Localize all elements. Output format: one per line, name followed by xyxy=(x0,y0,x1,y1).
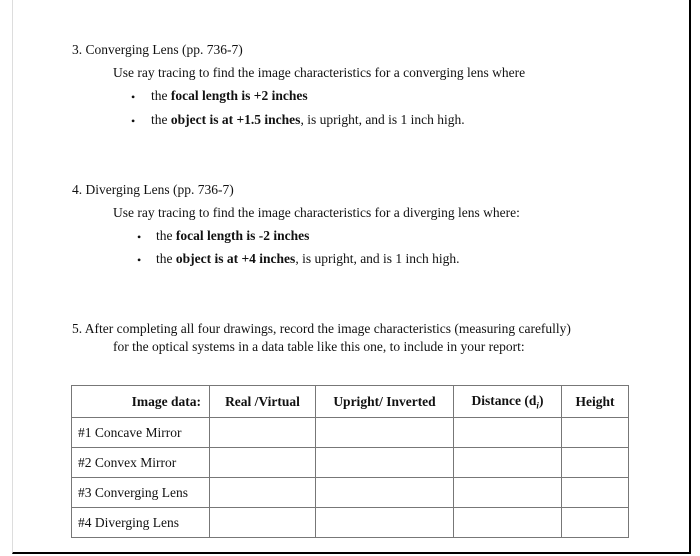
cell-height xyxy=(562,508,629,538)
cell-height xyxy=(562,448,629,478)
header-upright-inverted: Upright/ Inverted xyxy=(316,386,454,418)
table-row xyxy=(72,448,629,478)
header-real-virtual: Real /Virtual xyxy=(210,386,316,418)
table-header-row xyxy=(72,386,629,418)
q4-heading: 4. Diverging Lens (pp. 736-7) xyxy=(72,182,234,197)
cell-upright-inverted xyxy=(316,448,454,478)
q4-bullet-focal: the focal length is -2 inches xyxy=(156,228,310,243)
row-label: #3 Converging Lens xyxy=(72,478,210,508)
table-row xyxy=(72,508,629,538)
cell-upright-inverted xyxy=(316,508,454,538)
header-image-data: Image data: xyxy=(72,386,210,418)
bullet-icon: • xyxy=(131,114,136,128)
cell-distance xyxy=(454,448,562,478)
row-label: #2 Convex Mirror xyxy=(72,448,210,478)
cell-height xyxy=(562,478,629,508)
cell-upright-inverted xyxy=(316,478,454,508)
cell-real-virtual xyxy=(210,508,316,538)
q4-bullet-object: the object is at +4 inches, is upright, and is 1 inch high. xyxy=(156,251,460,266)
q5-line1: 5. After completing all four drawings, record the image characteristics (measuring carefully) xyxy=(72,321,571,336)
header-distance: Distance $(d_i)$ xyxy=(454,386,562,418)
q3-heading: 3. Converging Lens (pp. 736-7) xyxy=(72,42,243,57)
cell-distance xyxy=(454,418,562,448)
table-row xyxy=(72,418,629,448)
image-data-table xyxy=(71,385,629,538)
cell-distance xyxy=(454,508,562,538)
row-label: #1 Concave Mirror xyxy=(72,418,210,448)
header-height: Height xyxy=(562,386,629,418)
bullet-icon: • xyxy=(131,90,136,104)
q3-intro: Use ray tracing to find the image characteristics for a converging lens where xyxy=(113,65,526,80)
cell-real-virtual xyxy=(210,478,316,508)
bullet-icon: • xyxy=(137,230,142,244)
row-label: #4 Diverging Lens xyxy=(72,508,210,538)
bullet-icon: • xyxy=(137,253,142,267)
q3-bullet-object: the object is at +1.5 inches, is upright, and is 1 inch high. xyxy=(151,112,465,127)
cell-height xyxy=(562,418,629,448)
cell-upright-inverted xyxy=(316,418,454,448)
cell-real-virtual xyxy=(210,448,316,478)
cell-distance xyxy=(454,478,562,508)
q5-line2: for the optical systems in a data table like this one, to include in your report: xyxy=(113,339,525,354)
table-row xyxy=(72,478,629,508)
cell-real-virtual xyxy=(210,418,316,448)
q4-intro: Use ray tracing to find the image characteristics for a diverging lens where: xyxy=(113,205,520,220)
q3-bullet-focal: the focal length is +2 inches xyxy=(151,88,308,103)
